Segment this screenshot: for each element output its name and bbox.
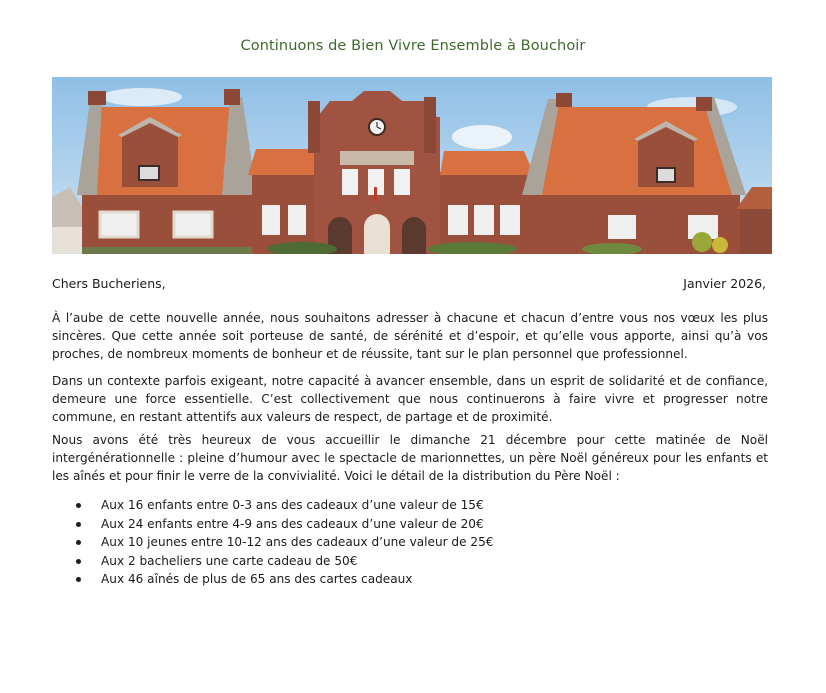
paragraph-wishes: À l’aube de cette nouvelle année, nous souhaitons adresser à chacune et chacun d’entre vous nos vœux les plus sincères. Que cette année soit porteuse de santé, de sérénité et d’espoir, et qu’elle vous apporte, ainsi qu’à vos proches, de nombreux moments de bonheur et de réussite, tant sur le plan personnel que professionnel. [52, 311, 768, 361]
greeting: Chers Bucheriens, [52, 276, 166, 291]
list-item-text: Aux 46 aînés de plus de 65 ans des cartes cadeaux [101, 572, 413, 587]
paragraph-solidarity: Dans un contexte parfois exigeant, notre capacité à avancer ensemble, dans un esprit de solidarité et de confiance, demeure une force essentielle. C’est collectivement que nous continuerons à faire vivre et progresser notre commune, en restant attentifs aux valeurs de respect, de partage et de proximité. [52, 374, 768, 424]
list-item [52, 533, 493, 552]
list-item [52, 496, 493, 515]
gift-list [52, 496, 493, 589]
list-item-text: Aux 16 enfants entre 0-3 ans des cadeaux d’une valeur de 15€ [101, 498, 484, 512]
list-item [52, 552, 493, 571]
list-item-text: Aux 24 enfants entre 4-9 ans des cadeaux d’une valeur de 20€ [101, 516, 484, 531]
list-item-text: Aux 2 bacheliers une carte cadeau de 50€ [101, 553, 358, 568]
list-item [52, 570, 493, 589]
list-item [52, 515, 493, 534]
page-title: Continuons de Bien Vivre Ensemble à Bouchoir [240, 38, 586, 54]
bullet-icon [76, 522, 81, 527]
bullet-icon [76, 503, 81, 508]
list-item-text: Aux 10 jeunes entre 10-12 ans des cadeaux d’une valeur de 25€ [101, 535, 494, 550]
paragraph-christmas: Nous avons été très heureux de vous accueillir le dimanche 21 décembre pour cette matinée de Noël intergénérationnelle : pleine d’humour avec le spectacle de marionnettes, un père Noël généreux pour les enfants et les aînés et pour finir le verre de la convivialité. Voici le détail de la distribution du Père Noël : [52, 433, 768, 483]
town-hall-photo [52, 77, 772, 254]
bullet-icon [76, 577, 81, 582]
bullet-icon [76, 559, 81, 564]
letter-date: Janvier 2026, [683, 276, 766, 291]
bullet-icon [76, 540, 81, 545]
